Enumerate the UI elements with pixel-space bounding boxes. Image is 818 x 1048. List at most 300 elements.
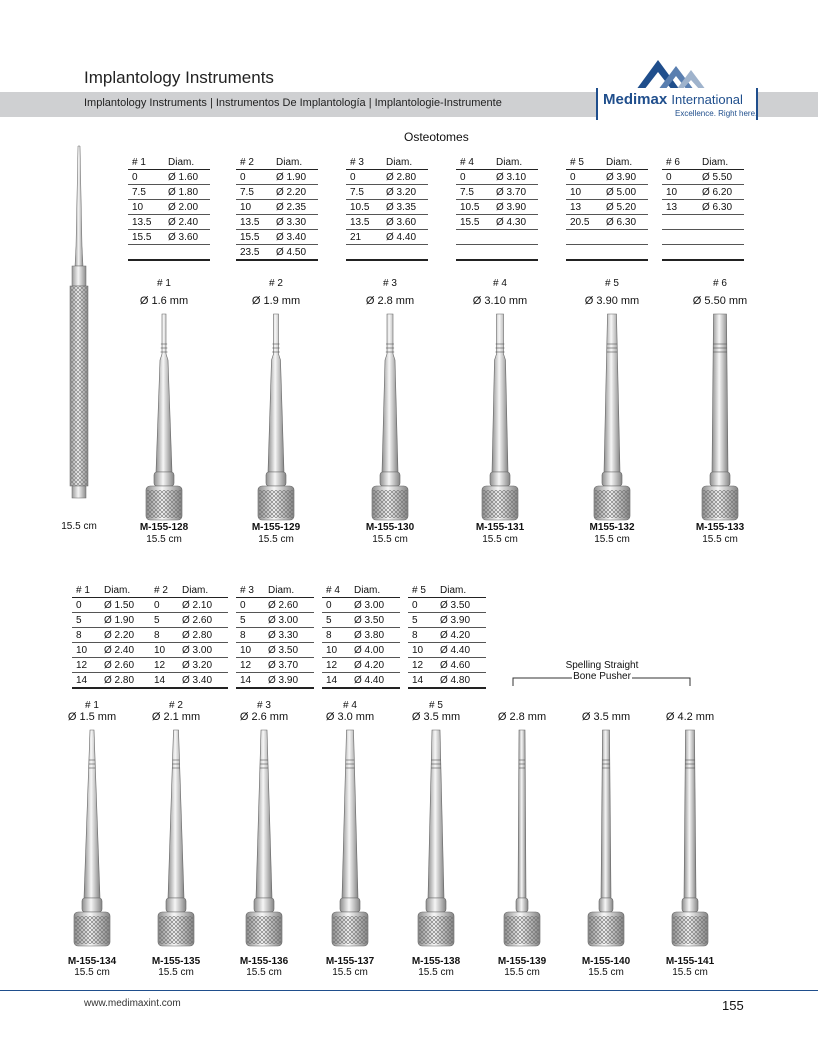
item-number: # 5 bbox=[605, 278, 619, 289]
item-number: # 4 bbox=[493, 278, 507, 289]
table-cell: Ø 5.50 bbox=[698, 170, 744, 185]
item-length: 15.5 cm bbox=[146, 534, 182, 545]
table-row bbox=[662, 185, 744, 200]
table-cell: 14 bbox=[236, 673, 264, 689]
item-length: 15.5 cm bbox=[672, 967, 708, 978]
table-cell: 8 bbox=[408, 628, 436, 643]
table-header-diam: Diam. bbox=[492, 155, 538, 170]
table-cell: 10 bbox=[72, 643, 100, 658]
item-length: 15.5 cm bbox=[418, 967, 454, 978]
table-cell: Ø 4.40 bbox=[436, 643, 486, 658]
table-row bbox=[150, 613, 228, 628]
osteotome-icon bbox=[500, 728, 544, 950]
table-cell: Ø 3.30 bbox=[264, 628, 314, 643]
table-header-diam: Diam. bbox=[436, 583, 486, 598]
item-diameter: Ø 2.6 mm bbox=[239, 711, 289, 723]
item-length: 15.5 cm bbox=[74, 967, 110, 978]
table-cell: 5 bbox=[236, 613, 264, 628]
table-cell: 5 bbox=[322, 613, 350, 628]
table-header-diam: Diam. bbox=[164, 155, 210, 170]
table-row bbox=[346, 185, 428, 200]
table-row bbox=[72, 673, 150, 689]
table-cell: 8 bbox=[236, 628, 264, 643]
table-row bbox=[150, 673, 228, 689]
table-cell: Ø 4.40 bbox=[350, 673, 400, 689]
table-row bbox=[456, 215, 538, 230]
table-header-diam: Diam. bbox=[272, 155, 318, 170]
table-header-diam: Diam. bbox=[100, 583, 150, 598]
item-code: M-155-136 bbox=[239, 956, 289, 967]
table-row bbox=[662, 215, 744, 230]
table-row bbox=[236, 673, 314, 689]
osteotome-icon bbox=[584, 728, 628, 950]
table-cell: Ø 2.80 bbox=[382, 170, 428, 185]
table-row bbox=[150, 628, 228, 643]
table-row bbox=[456, 230, 538, 245]
table-row bbox=[72, 643, 150, 658]
table-cell: Ø 2.60 bbox=[264, 598, 314, 613]
table-row bbox=[456, 170, 538, 185]
table-cell: 21 bbox=[346, 230, 382, 245]
item-code: M-155-140 bbox=[581, 956, 631, 967]
table-cell bbox=[662, 215, 698, 230]
table-cell: 12 bbox=[150, 658, 178, 673]
table-cell: 0 bbox=[456, 170, 492, 185]
table-cell: Ø 2.40 bbox=[164, 215, 210, 230]
table-row bbox=[346, 245, 428, 261]
table-cell: Ø 4.00 bbox=[350, 643, 400, 658]
table-row bbox=[566, 245, 648, 261]
table-row bbox=[236, 185, 318, 200]
table-cell: Ø 3.00 bbox=[264, 613, 314, 628]
table-cell: 10 bbox=[662, 185, 698, 200]
item-diameter: Ø 3.90 mm bbox=[584, 295, 640, 307]
table-cell: 15.5 bbox=[456, 215, 492, 230]
osteotome-icon bbox=[142, 312, 186, 524]
footer-url[interactable]: www.medimaxint.com bbox=[84, 998, 181, 1009]
table-row bbox=[346, 215, 428, 230]
table-cell: 10 bbox=[566, 185, 602, 200]
full-osteotome-icon bbox=[64, 146, 94, 506]
table-cell: Ø 1.60 bbox=[164, 170, 210, 185]
item-diameter: Ø 3.10 mm bbox=[472, 295, 528, 307]
table-cell bbox=[662, 245, 698, 261]
item-number: # 3 bbox=[383, 278, 397, 289]
section-title-osteotomes: Osteotomes bbox=[404, 130, 469, 144]
table-cell: Ø 2.20 bbox=[100, 628, 150, 643]
table-cell bbox=[698, 245, 744, 261]
item-code: M155-132 bbox=[589, 522, 635, 533]
table-row bbox=[408, 658, 486, 673]
table-row bbox=[662, 200, 744, 215]
osteotome-icon bbox=[70, 728, 114, 950]
spec-table bbox=[150, 583, 228, 689]
table-cell: Ø 6.30 bbox=[698, 200, 744, 215]
item-length: 15.5 cm bbox=[158, 967, 194, 978]
table-cell bbox=[602, 245, 648, 261]
table-cell bbox=[456, 230, 492, 245]
table-row bbox=[566, 185, 648, 200]
table-cell: 5 bbox=[150, 613, 178, 628]
table-row bbox=[128, 245, 210, 261]
table-row bbox=[566, 215, 648, 230]
table-cell: Ø 6.20 bbox=[698, 185, 744, 200]
table-cell: Ø 5.20 bbox=[602, 200, 648, 215]
table-cell: Ø 3.10 bbox=[492, 170, 538, 185]
table-cell: Ø 2.60 bbox=[100, 658, 150, 673]
table-row bbox=[128, 230, 210, 245]
item-diameter: Ø 3.5 mm bbox=[581, 711, 631, 723]
bone-pusher-label: Spelling Straight Bone Pusher bbox=[565, 660, 639, 682]
table-cell: 7.5 bbox=[236, 185, 272, 200]
table-cell: 0 bbox=[662, 170, 698, 185]
table-cell: Ø 3.20 bbox=[382, 185, 428, 200]
table-row bbox=[322, 643, 400, 658]
table-cell: Ø 4.20 bbox=[350, 658, 400, 673]
item-number: # 6 bbox=[713, 278, 727, 289]
table-cell: 12 bbox=[72, 658, 100, 673]
osteotome-icon bbox=[590, 312, 634, 524]
table-cell: 7.5 bbox=[346, 185, 382, 200]
table-cell: Ø 4.40 bbox=[382, 230, 428, 245]
item-diameter: Ø 2.8 mm bbox=[365, 295, 415, 307]
table-header-num: # 6 bbox=[662, 155, 698, 170]
table-cell: 0 bbox=[566, 170, 602, 185]
table-cell: Ø 3.90 bbox=[264, 673, 314, 689]
table-cell bbox=[128, 245, 164, 261]
table-cell: Ø 1.80 bbox=[164, 185, 210, 200]
table-row bbox=[72, 658, 150, 673]
table-cell: 13 bbox=[662, 200, 698, 215]
table-header-diam: Diam. bbox=[350, 583, 400, 598]
item-code: M-155-131 bbox=[475, 522, 525, 533]
table-row bbox=[566, 200, 648, 215]
table-cell: 13.5 bbox=[346, 215, 382, 230]
item-length: 15.5 cm bbox=[246, 967, 282, 978]
table-cell: 8 bbox=[72, 628, 100, 643]
osteotome-icon bbox=[254, 312, 298, 524]
table-cell: 20.5 bbox=[566, 215, 602, 230]
table-cell: Ø 2.00 bbox=[164, 200, 210, 215]
table-cell: 10 bbox=[408, 643, 436, 658]
table-header-num: # 3 bbox=[346, 155, 382, 170]
spec-table bbox=[408, 583, 486, 689]
footer-divider bbox=[0, 990, 818, 991]
table-row bbox=[662, 170, 744, 185]
table-row bbox=[322, 613, 400, 628]
table-cell: 10.5 bbox=[346, 200, 382, 215]
table-header-num: # 1 bbox=[128, 155, 164, 170]
item-diameter: Ø 1.6 mm bbox=[139, 295, 189, 307]
table-row bbox=[408, 598, 486, 613]
table-cell bbox=[382, 245, 428, 261]
table-row bbox=[236, 658, 314, 673]
table-cell: Ø 4.30 bbox=[492, 215, 538, 230]
table-row bbox=[566, 170, 648, 185]
table-cell: Ø 3.50 bbox=[350, 613, 400, 628]
item-number: # 2 bbox=[269, 278, 283, 289]
table-cell: Ø 2.40 bbox=[100, 643, 150, 658]
medimax-logo-icon bbox=[636, 56, 706, 90]
table-cell: Ø 4.20 bbox=[436, 628, 486, 643]
table-cell: Ø 2.80 bbox=[178, 628, 228, 643]
table-cell: Ø 4.60 bbox=[436, 658, 486, 673]
table-cell: Ø 2.80 bbox=[100, 673, 150, 689]
spec-table bbox=[566, 155, 648, 261]
table-header-diam: Diam. bbox=[698, 155, 744, 170]
table-row bbox=[662, 230, 744, 245]
table-cell: 14 bbox=[150, 673, 178, 689]
table-cell bbox=[346, 245, 382, 261]
table-cell bbox=[662, 230, 698, 245]
table-cell: 13.5 bbox=[236, 215, 272, 230]
table-cell: 12 bbox=[322, 658, 350, 673]
item-diameter: Ø 4.2 mm bbox=[665, 711, 715, 723]
table-cell: Ø 3.50 bbox=[436, 598, 486, 613]
item-number: # 5 bbox=[429, 700, 443, 711]
table-cell: 14 bbox=[72, 673, 100, 689]
table-row bbox=[236, 643, 314, 658]
table-cell: Ø 3.00 bbox=[350, 598, 400, 613]
item-diameter: Ø 1.9 mm bbox=[251, 295, 301, 307]
item-length: 15.5 cm bbox=[332, 967, 368, 978]
osteotome-icon bbox=[668, 728, 712, 950]
item-code: M-155-130 bbox=[365, 522, 415, 533]
osteotome-icon bbox=[478, 312, 522, 524]
table-cell: 10 bbox=[236, 643, 264, 658]
item-code: M-155-135 bbox=[151, 956, 201, 967]
table-cell bbox=[456, 245, 492, 261]
table-cell: 12 bbox=[408, 658, 436, 673]
brand-tagline: Excellence. Right here. bbox=[675, 109, 758, 118]
table-cell: Ø 3.70 bbox=[492, 185, 538, 200]
table-cell: 0 bbox=[236, 170, 272, 185]
table-cell: 23.5 bbox=[236, 245, 272, 261]
table-cell: 10 bbox=[322, 643, 350, 658]
table-cell bbox=[602, 230, 648, 245]
table-header-num: # 5 bbox=[408, 583, 436, 598]
table-cell: Ø 1.50 bbox=[100, 598, 150, 613]
table-row bbox=[236, 170, 318, 185]
table-cell: Ø 3.80 bbox=[350, 628, 400, 643]
table-cell: Ø 3.35 bbox=[382, 200, 428, 215]
item-length: 15.5 cm bbox=[702, 534, 738, 545]
spec-table bbox=[322, 583, 400, 689]
table-cell: Ø 2.60 bbox=[178, 613, 228, 628]
page-title: Implantology Instruments bbox=[84, 68, 274, 87]
item-number: # 4 bbox=[343, 700, 357, 711]
table-cell bbox=[566, 230, 602, 245]
table-cell bbox=[164, 245, 210, 261]
table-cell: Ø 1.90 bbox=[100, 613, 150, 628]
table-cell: 0 bbox=[150, 598, 178, 613]
table-cell: 0 bbox=[408, 598, 436, 613]
table-row bbox=[150, 643, 228, 658]
table-cell: 0 bbox=[72, 598, 100, 613]
item-length: 15.5 cm bbox=[588, 967, 624, 978]
table-cell: 15.5 bbox=[128, 230, 164, 245]
table-row bbox=[236, 245, 318, 261]
table-cell: Ø 3.90 bbox=[602, 170, 648, 185]
table-cell: 0 bbox=[322, 598, 350, 613]
table-cell: 12 bbox=[236, 658, 264, 673]
table-row bbox=[346, 170, 428, 185]
table-cell: 10 bbox=[150, 643, 178, 658]
full-instrument-length: 15.5 cm bbox=[61, 521, 97, 532]
spec-table bbox=[72, 583, 150, 689]
table-row bbox=[128, 170, 210, 185]
table-row bbox=[566, 230, 648, 245]
table-cell: Ø 6.30 bbox=[602, 215, 648, 230]
item-length: 15.5 cm bbox=[372, 534, 408, 545]
table-row bbox=[236, 613, 314, 628]
spec-table bbox=[236, 155, 318, 261]
table-header-diam: Diam. bbox=[382, 155, 428, 170]
table-cell: Ø 4.50 bbox=[272, 245, 318, 261]
spec-table bbox=[662, 155, 744, 261]
table-cell: Ø 1.90 bbox=[272, 170, 318, 185]
table-row bbox=[408, 628, 486, 643]
table-row bbox=[150, 598, 228, 613]
osteotome-icon bbox=[698, 312, 742, 524]
table-row bbox=[236, 200, 318, 215]
item-length: 15.5 cm bbox=[504, 967, 540, 978]
item-diameter: Ø 5.50 mm bbox=[692, 295, 748, 307]
table-cell: Ø 5.00 bbox=[602, 185, 648, 200]
table-row bbox=[72, 613, 150, 628]
table-cell: 13.5 bbox=[128, 215, 164, 230]
table-cell bbox=[698, 215, 744, 230]
table-row bbox=[72, 598, 150, 613]
table-cell: 0 bbox=[128, 170, 164, 185]
table-row bbox=[346, 230, 428, 245]
table-cell: 5 bbox=[72, 613, 100, 628]
item-diameter: Ø 3.0 mm bbox=[325, 711, 375, 723]
table-row bbox=[322, 658, 400, 673]
table-row bbox=[346, 200, 428, 215]
osteotome-icon bbox=[154, 728, 198, 950]
table-cell: 10.5 bbox=[456, 200, 492, 215]
spec-table bbox=[346, 155, 428, 261]
table-header-diam: Diam. bbox=[602, 155, 648, 170]
table-cell: Ø 3.20 bbox=[178, 658, 228, 673]
page-number: 155 bbox=[722, 998, 744, 1013]
item-code: M-155-129 bbox=[251, 522, 301, 533]
table-cell: Ø 2.10 bbox=[178, 598, 228, 613]
item-diameter: Ø 2.8 mm bbox=[497, 711, 547, 723]
table-row bbox=[236, 215, 318, 230]
table-header-num: # 3 bbox=[236, 583, 264, 598]
table-cell: Ø 2.35 bbox=[272, 200, 318, 215]
table-cell: 7.5 bbox=[456, 185, 492, 200]
item-number: # 1 bbox=[85, 700, 99, 711]
table-row bbox=[322, 628, 400, 643]
table-cell: Ø 3.50 bbox=[264, 643, 314, 658]
item-number: # 3 bbox=[257, 700, 271, 711]
table-cell: 8 bbox=[150, 628, 178, 643]
osteotome-icon bbox=[368, 312, 412, 524]
table-cell: Ø 3.40 bbox=[272, 230, 318, 245]
table-row bbox=[128, 200, 210, 215]
item-code: M-155-138 bbox=[411, 956, 461, 967]
table-row bbox=[128, 215, 210, 230]
table-row bbox=[236, 598, 314, 613]
table-cell: Ø 3.90 bbox=[492, 200, 538, 215]
table-row bbox=[322, 673, 400, 689]
table-cell: Ø 4.80 bbox=[436, 673, 486, 689]
brand-name: Medimax International bbox=[603, 91, 743, 108]
spec-table bbox=[456, 155, 538, 261]
table-cell: 0 bbox=[346, 170, 382, 185]
spec-table bbox=[128, 155, 210, 261]
table-cell bbox=[698, 230, 744, 245]
table-row bbox=[456, 200, 538, 215]
table-cell: Ø 2.20 bbox=[272, 185, 318, 200]
table-row bbox=[456, 185, 538, 200]
table-row bbox=[662, 245, 744, 261]
table-row bbox=[408, 673, 486, 689]
item-code: M-155-134 bbox=[67, 956, 117, 967]
table-header-num: # 2 bbox=[236, 155, 272, 170]
item-number: # 1 bbox=[157, 278, 171, 289]
table-cell: 14 bbox=[322, 673, 350, 689]
table-row bbox=[236, 628, 314, 643]
table-row bbox=[128, 185, 210, 200]
table-row bbox=[150, 658, 228, 673]
item-code: M-155-128 bbox=[139, 522, 189, 533]
item-diameter: Ø 1.5 mm bbox=[67, 711, 117, 723]
item-length: 15.5 cm bbox=[482, 534, 518, 545]
table-header-num: # 1 bbox=[72, 583, 100, 598]
table-row bbox=[408, 613, 486, 628]
table-header-num: # 4 bbox=[322, 583, 350, 598]
osteotome-icon bbox=[414, 728, 458, 950]
table-cell: 14 bbox=[408, 673, 436, 689]
table-header-num: # 4 bbox=[456, 155, 492, 170]
table-cell: Ø 3.90 bbox=[436, 613, 486, 628]
table-cell: Ø 3.30 bbox=[272, 215, 318, 230]
table-cell: 0 bbox=[236, 598, 264, 613]
osteotome-icon bbox=[242, 728, 286, 950]
osteotome-icon bbox=[328, 728, 372, 950]
table-cell: Ø 3.70 bbox=[264, 658, 314, 673]
spec-table bbox=[236, 583, 314, 689]
item-code: M-155-133 bbox=[695, 522, 745, 533]
item-code: M-155-141 bbox=[665, 956, 715, 967]
item-length: 15.5 cm bbox=[258, 534, 294, 545]
table-row bbox=[322, 598, 400, 613]
subtitle-text: Implantology Instruments | Instrumentos De Implantología | Implantologie-Instrumente bbox=[84, 97, 502, 109]
table-cell bbox=[492, 230, 538, 245]
table-cell: 15.5 bbox=[236, 230, 272, 245]
table-header-num: # 2 bbox=[150, 583, 178, 598]
table-cell: 10 bbox=[128, 200, 164, 215]
table-cell: 8 bbox=[322, 628, 350, 643]
item-length: 15.5 cm bbox=[594, 534, 630, 545]
item-diameter: Ø 2.1 mm bbox=[151, 711, 201, 723]
table-row bbox=[408, 643, 486, 658]
table-cell: Ø 3.00 bbox=[178, 643, 228, 658]
item-diameter: Ø 3.5 mm bbox=[411, 711, 461, 723]
table-cell: 13 bbox=[566, 200, 602, 215]
table-cell: 10 bbox=[236, 200, 272, 215]
table-header-num: # 5 bbox=[566, 155, 602, 170]
table-header-diam: Diam. bbox=[178, 583, 228, 598]
table-cell: Ø 3.60 bbox=[382, 215, 428, 230]
table-row bbox=[72, 628, 150, 643]
table-row bbox=[236, 230, 318, 245]
table-row bbox=[456, 245, 538, 261]
